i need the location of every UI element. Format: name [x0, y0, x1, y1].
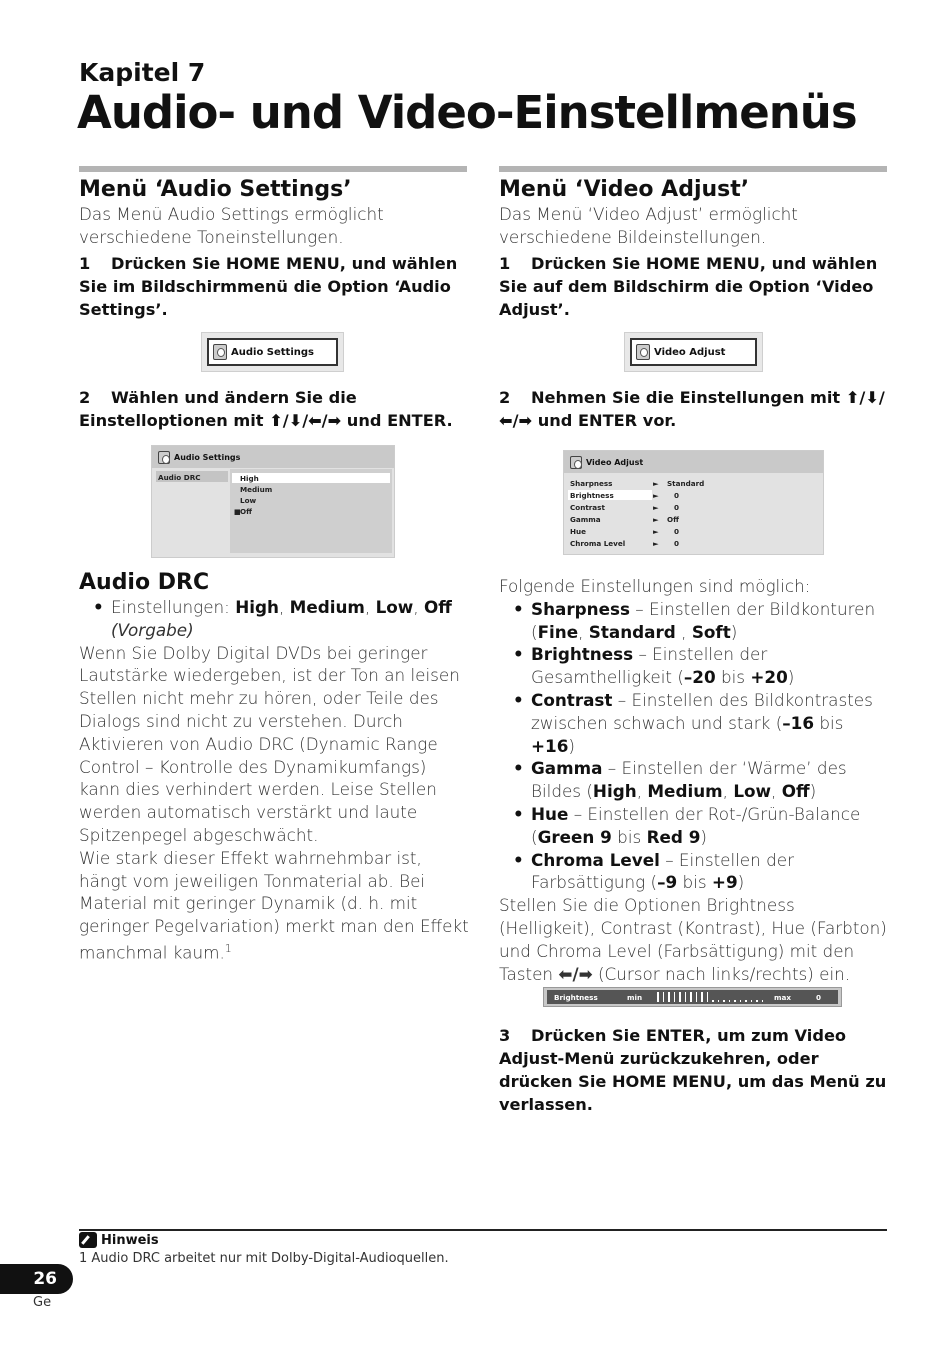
option-value: –20	[683, 667, 716, 688]
option-value: Off	[423, 597, 452, 617]
osd-row-arrow: ►	[653, 515, 659, 524]
slider-tick	[668, 992, 670, 1002]
osd-button-frame	[207, 338, 338, 366]
step-number: 2	[79, 388, 91, 407]
option-text: – Einstellen der Bildkonturen (	[531, 598, 876, 642]
paragraph-text-end: (Cursor nach links/rechts) ein.	[598, 963, 851, 984]
section-intro: Das Menü Audio Settings ermöglicht verschiedene Toneinstellungen.	[79, 204, 384, 247]
step-number: 1	[499, 253, 511, 273]
settings-label: Einstellungen:	[111, 597, 230, 617]
note-heading	[79, 1232, 159, 1248]
audio-drc-heading: Audio DRC	[79, 570, 210, 595]
option-term: Contrast	[531, 689, 613, 710]
drc-settings-list	[79, 596, 469, 642]
slider-min-label: min	[627, 993, 643, 1002]
step-1	[499, 252, 887, 321]
slider-label: Brightness	[554, 993, 598, 1002]
osd-row-name: Gamma	[570, 515, 601, 524]
slider-max-label: max	[774, 993, 791, 1002]
osd-row-value: 0	[674, 503, 680, 512]
audio-settings-osd-panel	[151, 445, 395, 558]
step-text: Drücken Sie HOME MENU, und wählen Sie auf dem Bildschirm die Option ‘Video Adjust’.	[499, 253, 878, 319]
option-value: Green 9	[537, 826, 612, 847]
left-right-arrow-icon: ⬅/➡	[558, 963, 593, 984]
option-text: ,	[771, 781, 782, 802]
drc-paragraph-2	[79, 847, 469, 965]
slider-ticks	[657, 992, 767, 1003]
video-adjust-osd-panel	[563, 450, 824, 555]
option-text: )	[700, 826, 707, 847]
step-1	[79, 252, 467, 321]
note-text: 1 Audio DRC arbeitet nur mit Dolby-Digital-Audioquellen.	[79, 1251, 449, 1266]
osd-panel-titlebar	[564, 451, 823, 473]
option-text: bis	[814, 712, 844, 733]
video-options-list	[499, 598, 891, 894]
osd-row-value: 0	[674, 539, 680, 548]
step-2	[79, 386, 469, 432]
option-term: Brightness	[531, 644, 634, 665]
option-text: – Einstellen des Bildkontrastes zwischen schwach und stark (	[531, 689, 873, 733]
osd-row-name: Sharpness	[570, 479, 613, 488]
section-heading: Menü ‘Video Adjust’	[499, 177, 750, 202]
osd-row-value: Standard	[667, 479, 705, 488]
slider-tick	[751, 1000, 753, 1002]
osd-row-arrow: ►	[653, 479, 659, 488]
note-rule	[79, 1229, 887, 1231]
option-value: Medium	[647, 781, 723, 802]
osd-option: Low	[240, 496, 257, 505]
osd-option: Off	[240, 507, 252, 516]
option-text: ,	[722, 781, 734, 802]
video-adjust-osd-button	[624, 332, 763, 372]
video-screen-icon	[636, 344, 650, 360]
option-value: +16	[531, 735, 569, 756]
option-value: High	[592, 781, 637, 802]
slider-tick	[663, 992, 665, 1002]
slider-tick	[734, 1000, 736, 1002]
option-value: Low	[375, 597, 414, 617]
note-heading-label: Hinweis	[101, 1232, 159, 1248]
arrow-keys-icon: ⬆/⬇/⬅/➡	[269, 411, 342, 430]
chapter-label: Kapitel 7	[79, 58, 206, 87]
option-value: Standard	[588, 621, 676, 642]
slider-tick	[657, 992, 659, 1002]
audio-settings-osd-button	[201, 332, 344, 372]
osd-button-label: Video Adjust	[654, 346, 726, 358]
option-value: Off	[781, 781, 810, 802]
slider-tick	[712, 1000, 714, 1002]
footnote-ref: 1	[224, 941, 232, 955]
step-text-end: und ENTER vor.	[537, 411, 677, 430]
audio-settings-section	[79, 166, 467, 321]
step-number: 3	[499, 1026, 511, 1045]
option-text: )	[737, 872, 745, 893]
osd-option: High	[240, 474, 259, 483]
option-value: High	[235, 597, 279, 617]
list-item	[499, 803, 891, 849]
option-term: Gamma	[531, 758, 603, 779]
option-value: +9	[711, 872, 738, 893]
brightness-slider-osd	[543, 987, 842, 1007]
osd-panel-title: Video Adjust	[586, 457, 644, 467]
osd-row-name: Hue	[570, 527, 587, 536]
drc-paragraph-1: Wenn Sie Dolby Digital DVDs bei geringer Lautstärke wiedergeben, ist der Ton an leisen Stellen nicht mehr zu hören, oder Teile des Dialogs sind nicht zu verstehen. Durch Aktivieren von Audio DRC (Dynamic Range Control – Kontrolle des Dynamikumfangs) kann dies verhindert werden. Leise Stellen werden automatisch verstärkt und laute Spitzenpegel abgeschwächt.	[79, 642, 460, 845]
option-value: Low	[733, 781, 772, 802]
list-item	[499, 757, 891, 803]
option-term: Chroma Level	[531, 849, 660, 870]
options-intro: Folgende Einstellungen sind möglich:	[499, 576, 811, 596]
slider-tick	[745, 1000, 747, 1002]
osd-option-list	[230, 469, 392, 553]
video-screen-icon	[570, 456, 582, 469]
osd-row-value: 0	[674, 527, 680, 536]
options-paragraph	[499, 894, 891, 985]
option-value: +20	[750, 667, 788, 688]
option-value: Fine	[537, 621, 579, 642]
osd-panel-title: Audio Settings	[174, 452, 241, 462]
option-text: )	[809, 781, 817, 802]
step-text-end: und ENTER.	[346, 411, 453, 430]
note-pencil-icon	[79, 1232, 97, 1248]
option-text: ,	[675, 621, 692, 642]
slider-tick	[679, 992, 681, 1002]
list-item	[499, 643, 891, 689]
option-term: Sharpness	[531, 598, 630, 619]
slider-tick	[729, 1000, 731, 1002]
osd-row-arrow: ►	[653, 527, 659, 536]
osd-row-value: Off	[667, 515, 679, 524]
option-text: )	[787, 667, 795, 688]
option-value: Red 9	[646, 826, 701, 847]
osd-option: Medium	[240, 485, 273, 494]
section-rule	[79, 166, 467, 172]
option-value: Soft	[691, 621, 731, 642]
osd-panel-titlebar	[152, 446, 394, 468]
osd-item-audio-drc: Audio DRC	[158, 473, 201, 482]
osd-row-name: Chroma Level	[570, 539, 626, 548]
step-number: 2	[499, 388, 511, 407]
list-item	[499, 849, 891, 895]
slider-tick	[723, 1000, 725, 1002]
osd-row-value: 0	[674, 491, 680, 500]
option-text: ,	[636, 781, 648, 802]
video-options-section	[499, 575, 891, 985]
list-item	[499, 689, 891, 757]
slider-tick	[740, 1000, 742, 1002]
option-text: )	[730, 621, 738, 642]
option-text: – Einstellen der ‘Wärme’ des Bildes (	[531, 758, 847, 802]
slider-tick	[762, 1000, 764, 1002]
option-term: Hue	[531, 803, 569, 824]
page-number: 26	[0, 1264, 73, 1294]
section-intro: Das Menü ‘Video Adjust’ ermöglicht verschiedene Bildeinstellungen.	[499, 204, 798, 247]
osd-selected-marker: ■	[234, 507, 241, 516]
step-text: Nehmen Sie die Einstellungen mit	[531, 388, 841, 407]
option-text: – Einstellen der Gesamthelligkeit (	[531, 644, 768, 688]
step-text: Drücken Sie ENTER, um zum Video Adjust-Menü zurückzukehren, oder drücken Sie HOME MENU, um das Menü zu verlassen.	[499, 1026, 887, 1114]
language-code: Ge	[33, 1295, 52, 1310]
step-text: Drücken Sie HOME MENU, und wählen Sie im Bildschirmmenü die Option ‘Audio Settings’.	[79, 253, 458, 319]
arrow-keys-icon: ⬆/⬇/ ⬅/➡	[499, 388, 885, 430]
step-2	[499, 386, 889, 432]
list-item	[499, 598, 891, 644]
option-text: – Einstellen der Farbsättigung (	[531, 849, 794, 893]
paragraph-text: Stellen Sie die Optionen Brightness (Helligkeit), Contrast (Kontrast), Hue (Farbton) und Chroma Level (Farbsättigung) mit den Tasten	[499, 895, 887, 984]
option-value: –9	[657, 872, 678, 893]
option-text: bis	[611, 826, 647, 847]
slider-tick	[685, 992, 687, 1002]
slider-tick	[674, 992, 676, 1002]
page-title: Audio- und Video-Einstellmenüs	[77, 86, 857, 139]
osd-row-name: Contrast	[570, 503, 605, 512]
osd-button-label: Audio Settings	[231, 346, 314, 358]
step-3	[499, 1024, 891, 1116]
osd-button-frame	[630, 338, 757, 366]
section-rule	[499, 166, 887, 172]
slider-tick	[756, 1000, 758, 1002]
osd-row-arrow: ►	[653, 491, 659, 500]
option-text: )	[568, 735, 575, 756]
audio-disc-icon	[158, 451, 170, 464]
osd-row-name: Brightness	[570, 491, 614, 500]
audio-drc-section	[79, 570, 469, 964]
osd-row-arrow: ►	[653, 503, 659, 512]
slider-value: 0	[816, 993, 822, 1002]
option-value: Medium	[289, 597, 365, 617]
paragraph-text: Wie stark dieser Effekt wahrnehmbar ist, hängt vom jeweiligen Tonmaterial ab. Bei Material mit geringer Dynamik (d. h. mit geringer Pegelvariation) merkt man den Effekt manchmal kaum.	[79, 847, 469, 963]
option-value: –16	[782, 712, 815, 733]
osd-row-arrow: ►	[653, 539, 659, 548]
slider-tick	[690, 992, 692, 1002]
option-text: bis	[715, 667, 751, 688]
option-text: ,	[578, 621, 589, 642]
audio-disc-icon	[213, 344, 227, 360]
default-note: (Vorgabe)	[111, 619, 194, 640]
step-number: 1	[79, 253, 91, 273]
video-adjust-section	[499, 166, 887, 321]
section-heading: Menü ‘Audio Settings’	[79, 177, 352, 202]
slider-tick	[718, 1000, 720, 1002]
slider-tick	[701, 992, 703, 1002]
slider-tick	[696, 992, 698, 1002]
step-text: Wählen und ändern Sie die Einstelloptionen mit	[79, 388, 357, 430]
option-text: – Einstellen der Rot-/Grün-Balance (	[531, 803, 861, 847]
list-item: • Einstellungen: High, Medium, Low, Off (Vorgabe)	[79, 596, 469, 642]
slider-tick	[707, 992, 709, 1002]
option-text: bis	[677, 872, 712, 893]
